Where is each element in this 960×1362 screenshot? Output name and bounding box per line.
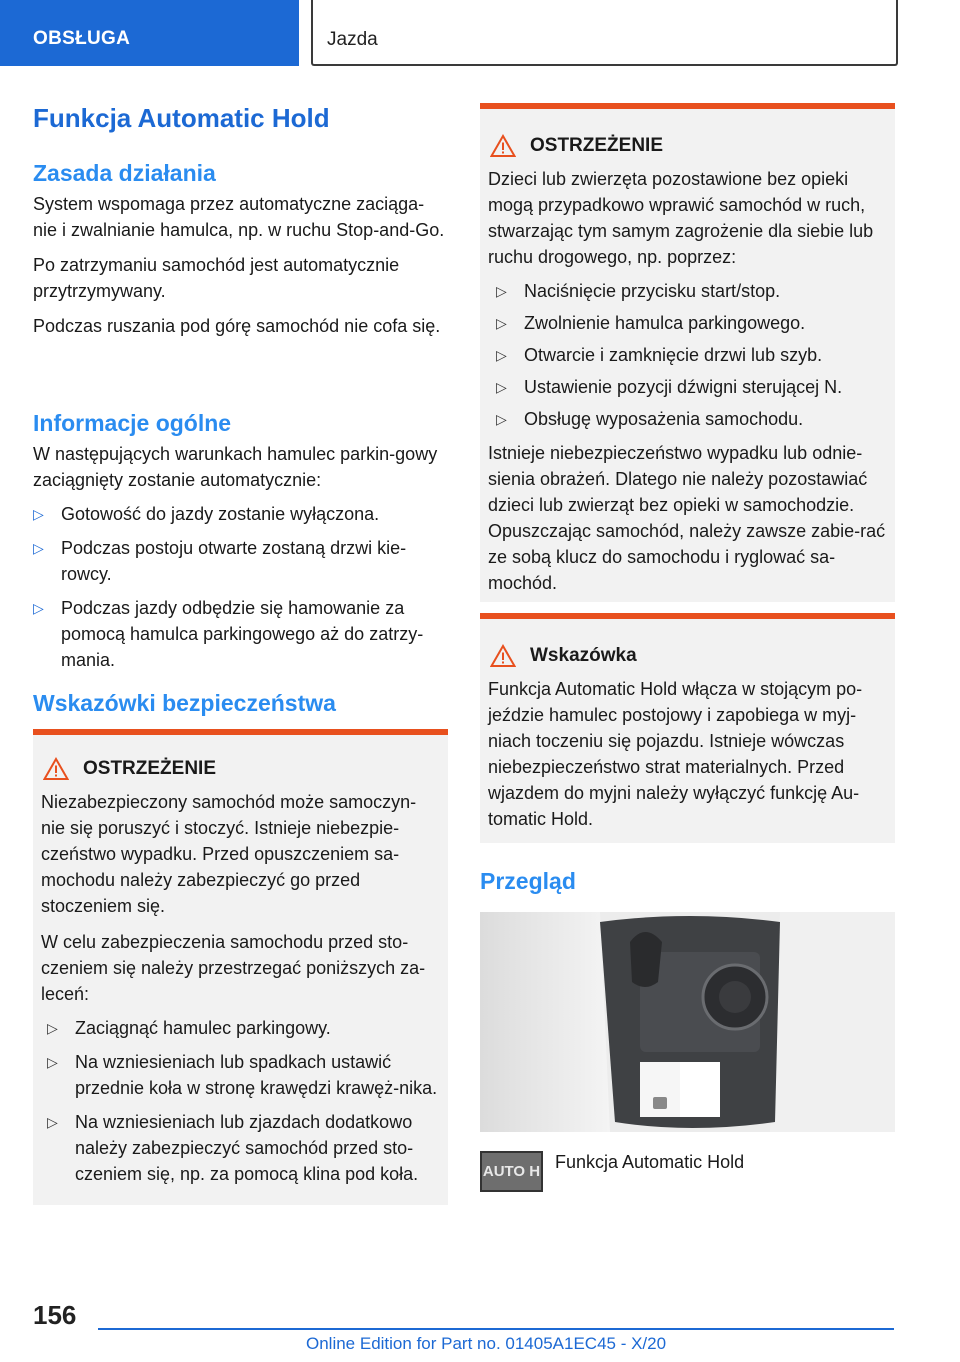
- bullet-triangle-icon: ▷: [47, 1114, 58, 1130]
- warning-box-right: [480, 103, 895, 602]
- warning-text: Dzieci lub zwierzęta pozostawione bez opieki mogą przypadkowo wprawić samochód w ruch, stwarzając tym samym zagrożenie dla siebie lub ruchu drogowego, np. poprzez:: [488, 169, 874, 267]
- list-item: ▷ Zaciągnąć hamulec parkingowy.: [47, 1015, 440, 1041]
- section-tab: [0, 0, 299, 66]
- bullet-triangle-icon: ▷: [496, 347, 507, 363]
- principle-heading: Zasada działania: [33, 160, 216, 186]
- general-heading: Informacje ogólne: [33, 410, 232, 436]
- warning-text-2: Istnieje niebezpieczeństwo wypadku lub odnie-sienia obrażeń. Dlatego nie należy pozostawiać dzieci lub zwierząt bez opieki w samochodzie. Opuszczając samochód, należy zawsze zabie-rać ze sobą klucz do samochodu i ryglować sa-mochód.: [488, 443, 886, 593]
- auto-hold-button-icon: AUTO H: [480, 1151, 543, 1192]
- center-console-illustration: [480, 912, 895, 1132]
- warning-title: OSTRZEŻENIE: [530, 135, 664, 156]
- list-item: ▷ Na wzniesieniach lub zjazdach dodatkowo należy zabezpieczyć samochód przed sto-czeniem się, np. za pomocą klina pod koła.: [47, 1109, 440, 1187]
- list-item: ▷ Podczas jazdy odbędzie się hamowanie za pomocą hamulca parkingowego aż do zatrzy-mania.: [33, 595, 448, 673]
- hint-box: [480, 613, 895, 843]
- bullet-triangle-icon: ▷: [496, 379, 507, 395]
- bullet-triangle-icon: ▷: [47, 1020, 58, 1036]
- general-section: [33, 410, 448, 673]
- warning-triangle-icon: [490, 644, 516, 668]
- list-item: ▷ Obsługę wyposażenia samochodu.: [496, 406, 887, 432]
- warning-title: OSTRZEŻENIE: [83, 758, 217, 779]
- chapter-header: [311, 0, 898, 66]
- hint-title: Wskazówka: [530, 645, 637, 666]
- center-console-photo: [480, 912, 895, 1132]
- principle-paragraph-2: Po zatrzymaniu samochód jest automatycznie przytrzymywany.: [33, 255, 400, 301]
- warning-box-left: [33, 729, 448, 1205]
- safety-list: [41, 1015, 440, 1187]
- list-item: ▷ Gotowość do jazdy zostanie wyłączona.: [33, 501, 448, 527]
- safety-heading: Wskazówki bezpieczeństwa: [33, 690, 336, 716]
- edition-link[interactable]: Online Edition for Part no. 01405A1EC45 - X/20: [306, 1334, 667, 1353]
- auto-hold-caption: Funkcja Automatic Hold: [555, 1152, 745, 1172]
- hint-text: Funkcja Automatic Hold włącza w stojącym po-jeździe hamulec postojowy i zapobiega w myj-niach toczeniu się pojazdu. Istnieje wówczas niebezpieczeństwo strat materialnych. Przed wjazdem do myjni należy wyłączyć funkcję Au-tomatic Hold.: [488, 679, 863, 829]
- list-item: ▷ Naciśnięcie przycisku start/stop.: [496, 278, 887, 304]
- list-item: ▷ Otwarcie i zamknięcie drzwi lub szyb.: [496, 342, 887, 368]
- bullet-triangle-icon: ▷: [496, 283, 507, 299]
- warning-triangle-icon: [490, 134, 516, 158]
- bullet-triangle-icon: ▷: [47, 1054, 58, 1070]
- footer-divider: [98, 1328, 894, 1330]
- bullet-triangle-icon: ▷: [496, 411, 507, 427]
- bullet-triangle-icon: ▷: [496, 315, 507, 331]
- warning-text-2: W celu zabezpieczenia samochodu przed sto-czeniem się należy przestrzegać poniższych za-leceń:: [41, 932, 426, 1004]
- principle-paragraph-1: System wspomaga przez automatyczne zaciąga-nie i zwalnianie hamulca, np. w ruchu Stop-and-Go.: [33, 194, 445, 240]
- bullet-triangle-icon: ▷: [33, 600, 44, 616]
- chapter-label: Jazda: [327, 29, 378, 50]
- list-item: ▷ Ustawienie pozycji dźwigni sterującej N.: [496, 374, 887, 400]
- section-label: OBSŁUGA: [33, 28, 131, 49]
- principle-section: [33, 160, 448, 339]
- page-number: 156: [33, 1300, 77, 1330]
- bullet-triangle-icon: ▷: [33, 540, 44, 556]
- general-intro: W następujących warunkach hamulec parkin-gowy zaciągnięty zostanie automatycznie:: [33, 444, 438, 490]
- page-title: Funkcja Automatic Hold: [33, 103, 330, 133]
- bullet-triangle-icon: ▷: [33, 506, 44, 522]
- warning-triangle-icon: [43, 757, 69, 781]
- warning-text: Niezabezpieczony samochód może samoczyn-nie się poruszyć i stoczyć. Istnieje niebezpie-czeństwo wypadku. Przed opuszczeniem sa-mochodu należy zabezpieczyć go przed stoczeniem się.: [41, 792, 417, 916]
- list-item: ▷ Na wzniesieniach lub spadkach ustawić przednie koła w stronę krawędzi krawęż-nika.: [47, 1049, 440, 1101]
- overview-heading: Przegląd: [480, 868, 576, 894]
- child-warning-list: [488, 278, 887, 432]
- list-item: ▷ Podczas postoju otwarte zostaną drzwi kie-rowcy.: [33, 535, 448, 587]
- principle-paragraph-3: Podczas ruszania pod górę samochód nie cofa się.: [33, 316, 441, 336]
- list-item: ▷ Zwolnienie hamulca parkingowego.: [496, 310, 887, 336]
- general-list: [33, 501, 448, 673]
